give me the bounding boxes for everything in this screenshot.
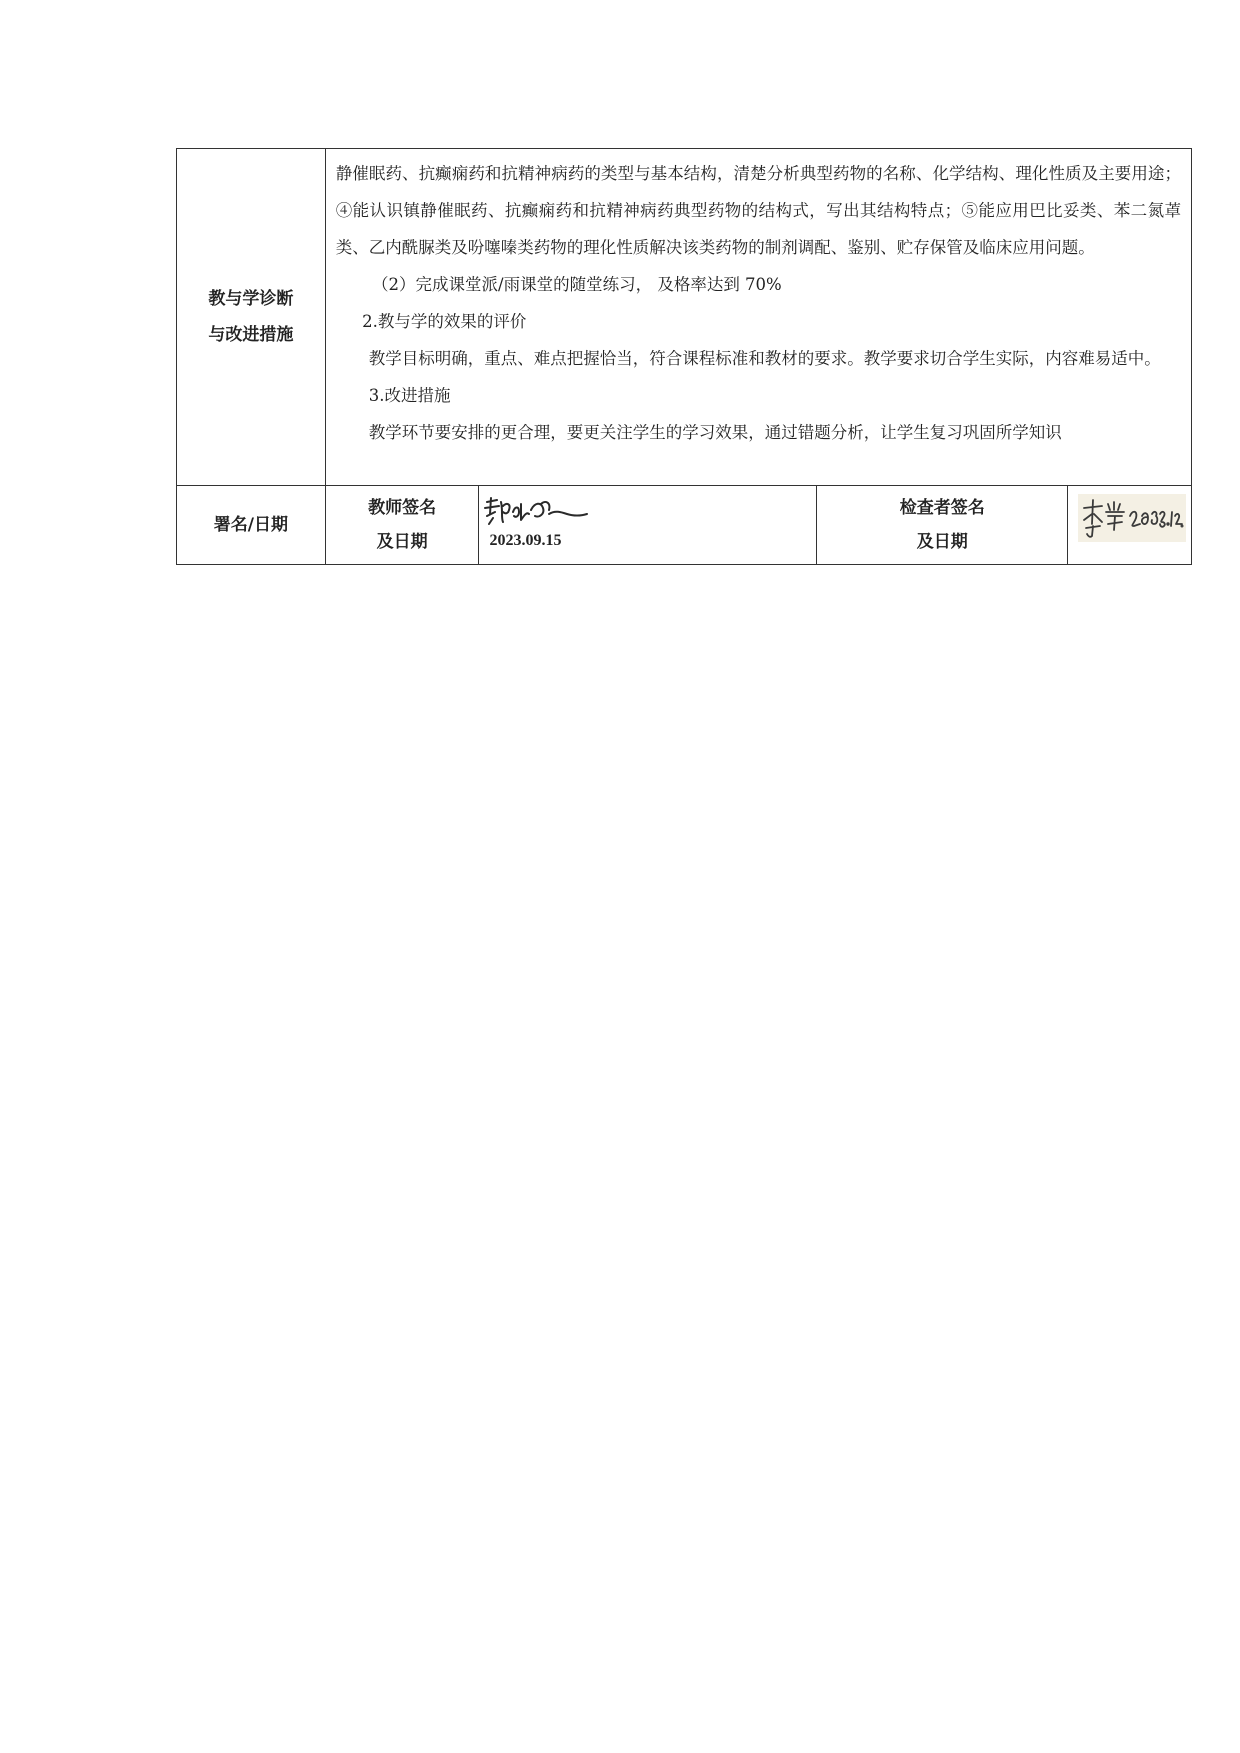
checker-label-line2: 及日期 xyxy=(916,532,968,552)
diagnosis-label-cell xyxy=(177,149,326,486)
diagnosis-label-line1: 教与学诊断 xyxy=(208,289,294,309)
improvement-heading: 3.改进措施 xyxy=(368,386,451,405)
teacher-signature-label xyxy=(325,486,479,565)
checker-handwritten-signature xyxy=(1078,494,1186,542)
checker-label-line1: 检查者签名 xyxy=(899,498,985,518)
diagnosis-label-line2: 与改进措施 xyxy=(208,325,294,345)
checker-signature-cell xyxy=(1068,486,1192,565)
improvement-paragraph: 教学环节要安排的更合理，要更关注学生的学习效果，通过错题分析，让学生复习巩固所学知识 xyxy=(368,423,1062,442)
evaluation-heading: 2.教与学的效果的评价 xyxy=(362,312,527,331)
signature-row xyxy=(177,486,1192,565)
evaluation-paragraph: 教学目标明确，重点、难点把握恰当，符合课程标准和教材的要求。教学要求切合学生实际，内容难易适中。 xyxy=(368,349,1161,368)
signature-row-label: 署名/日期 xyxy=(177,486,326,565)
teacher-label-line1: 教师签名 xyxy=(368,498,437,518)
teacher-sign-date: 2023.09.15 xyxy=(489,532,562,549)
teacher-signature-cell xyxy=(479,486,817,565)
evaluation-table xyxy=(176,148,1192,565)
teacher-label-line2: 及日期 xyxy=(376,532,428,552)
teacher-handwritten-signature xyxy=(481,492,591,532)
objectives-paragraph: 静催眠药、抗癫痫药和抗精神病药的类型与基本结构，清楚分析典型药物的名称、化学结构、理化性质及主要用途；④能认识镇静催眠药、抗癫痫药和抗精神病药典型药物的结构式，写出其结构特点；⑤能应用巴比妥类、苯二氮䓬类、乙内酰脲类及吩噻嗪类药物的理化性质解决该类药物的制剂调配、鉴别、贮存保管及临床应用问题。 xyxy=(335,164,1181,257)
diagnosis-content-cell xyxy=(325,149,1191,486)
checker-signature-label xyxy=(817,486,1068,565)
diagnosis-row xyxy=(177,149,1192,486)
practice-paragraph: （2）完成课堂派/雨课堂的随堂练习， 及格率达到 70% xyxy=(372,275,782,294)
